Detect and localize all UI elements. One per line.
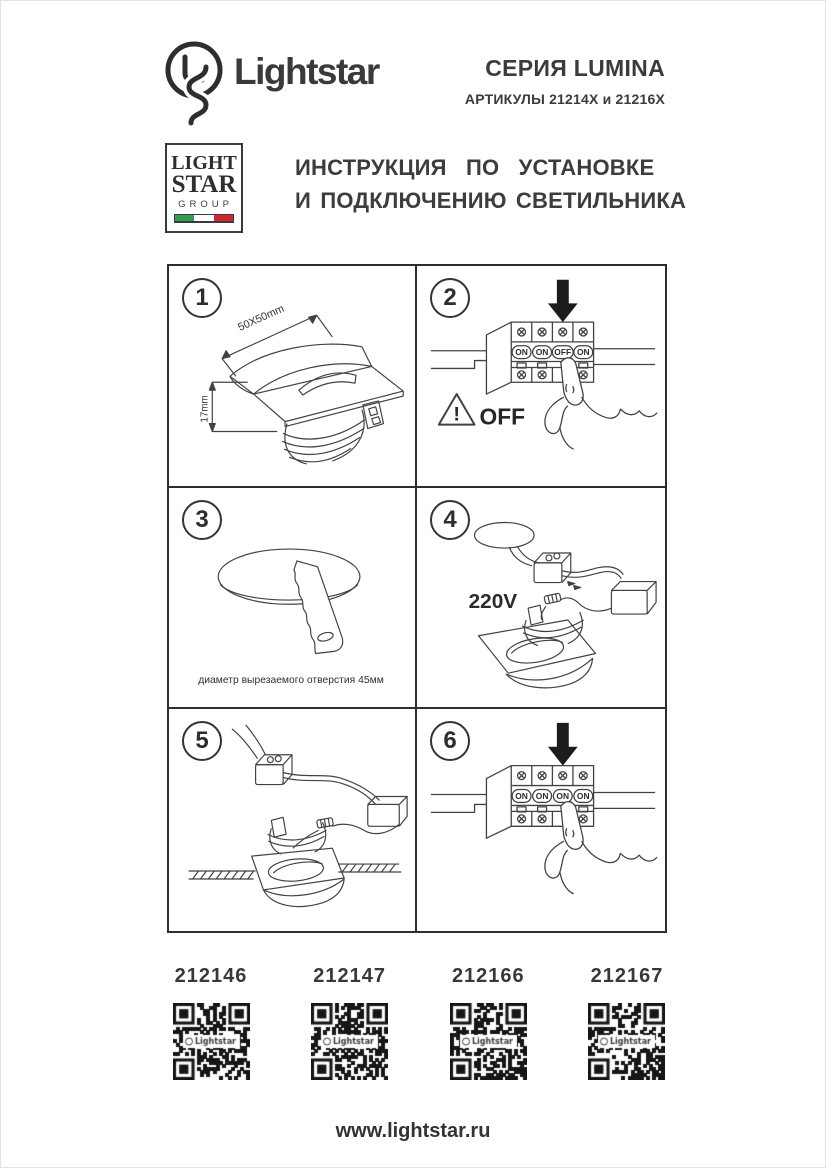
qr-code: [173, 1003, 250, 1080]
breaker-switch-label: ON: [556, 791, 570, 802]
product-212147: [310, 965, 390, 1080]
breaker-switch-label: ON: [535, 347, 549, 358]
warning-off-label: OFF: [479, 403, 526, 430]
breaker-switch-label: ON: [535, 791, 549, 802]
wire-connector: [544, 593, 561, 604]
document-title-line2: И ПОДКЛЮЧЕНИЮ СВЕТИЛЬНИКА: [295, 188, 687, 213]
brand-wordmark: Lightstar: [234, 51, 379, 92]
step-number-badge: 5: [182, 721, 222, 761]
steps-grid: [167, 264, 667, 933]
step-4-panel: [417, 488, 665, 710]
breaker-switch-label: ON: [515, 791, 528, 802]
terminal-block: [256, 755, 292, 785]
step-1-panel: [169, 266, 417, 488]
lamp-fixture: [252, 818, 344, 907]
qr-code: [588, 1003, 665, 1080]
pressing-hand: [545, 802, 657, 894]
product-212146: [171, 965, 251, 1080]
group-logo-group: GROUP: [178, 199, 233, 210]
breaker-switch-label: OFF: [554, 347, 572, 358]
terminal-block: [534, 553, 571, 583]
group-logo-light: LIGHT: [171, 152, 237, 174]
group-logo-star: STAR: [171, 171, 237, 198]
step-6-panel: [417, 709, 665, 931]
website-url: www.lightstar.ru: [335, 1120, 491, 1142]
breaker-switch-label: ON: [515, 347, 528, 358]
article-number: 212166: [451, 965, 525, 987]
step-number-badge: 1: [182, 278, 222, 318]
products-row: [171, 965, 667, 1080]
product-212166: [448, 965, 528, 1080]
breaker-switch-label: ON: [576, 347, 590, 358]
hole-diameter-caption: диаметр вырезаемого отверстия 45мм: [198, 674, 384, 686]
series-block: [465, 55, 665, 107]
step-number-badge: 6: [430, 721, 470, 761]
document-title: [295, 151, 686, 217]
series-articles: АРТИКУЛЫ 21214X и 21216X: [464, 91, 665, 107]
warning-exclamation: !: [453, 403, 460, 426]
document-title-line1: ИНСТРУКЦИЯ ПО УСТАНОВКЕ: [295, 155, 655, 180]
dimension-label-17mm: 17mm: [199, 395, 211, 423]
article-number: 212167: [590, 965, 664, 987]
step-number-badge: 3: [182, 500, 222, 540]
product-212167: [587, 965, 667, 1080]
qr-code: [450, 1003, 527, 1080]
wire-connector: [317, 818, 334, 829]
step-number-badge: 2: [430, 278, 470, 318]
step-3-panel: [169, 488, 417, 710]
down-arrow-icon: [548, 723, 578, 766]
cutout-disc: [475, 522, 535, 548]
down-arrow-icon: [548, 280, 578, 322]
article-number: 212147: [313, 965, 387, 987]
lightstar-bulb-icon: [161, 37, 231, 133]
series-title: СЕРИЯ LUMINA: [485, 55, 665, 81]
pressing-hand: [545, 358, 657, 449]
qr-code: [311, 1003, 388, 1080]
breaker-switch-label: ON: [576, 791, 590, 802]
step-number-badge: 4: [430, 500, 470, 540]
led-driver: [368, 797, 407, 827]
led-driver: [611, 581, 656, 614]
article-number: 212146: [174, 965, 248, 987]
step-5-panel: [169, 709, 417, 931]
dimension-label-50x50: 50X50mm: [236, 302, 287, 334]
ceiling-hatch: [189, 864, 402, 879]
voltage-label: 220V: [468, 589, 518, 613]
lamp-fixture: [479, 605, 596, 688]
lightstar-group-logo: [165, 143, 243, 233]
step-2-panel: [417, 266, 665, 488]
italian-flag-stripe: [174, 214, 234, 223]
